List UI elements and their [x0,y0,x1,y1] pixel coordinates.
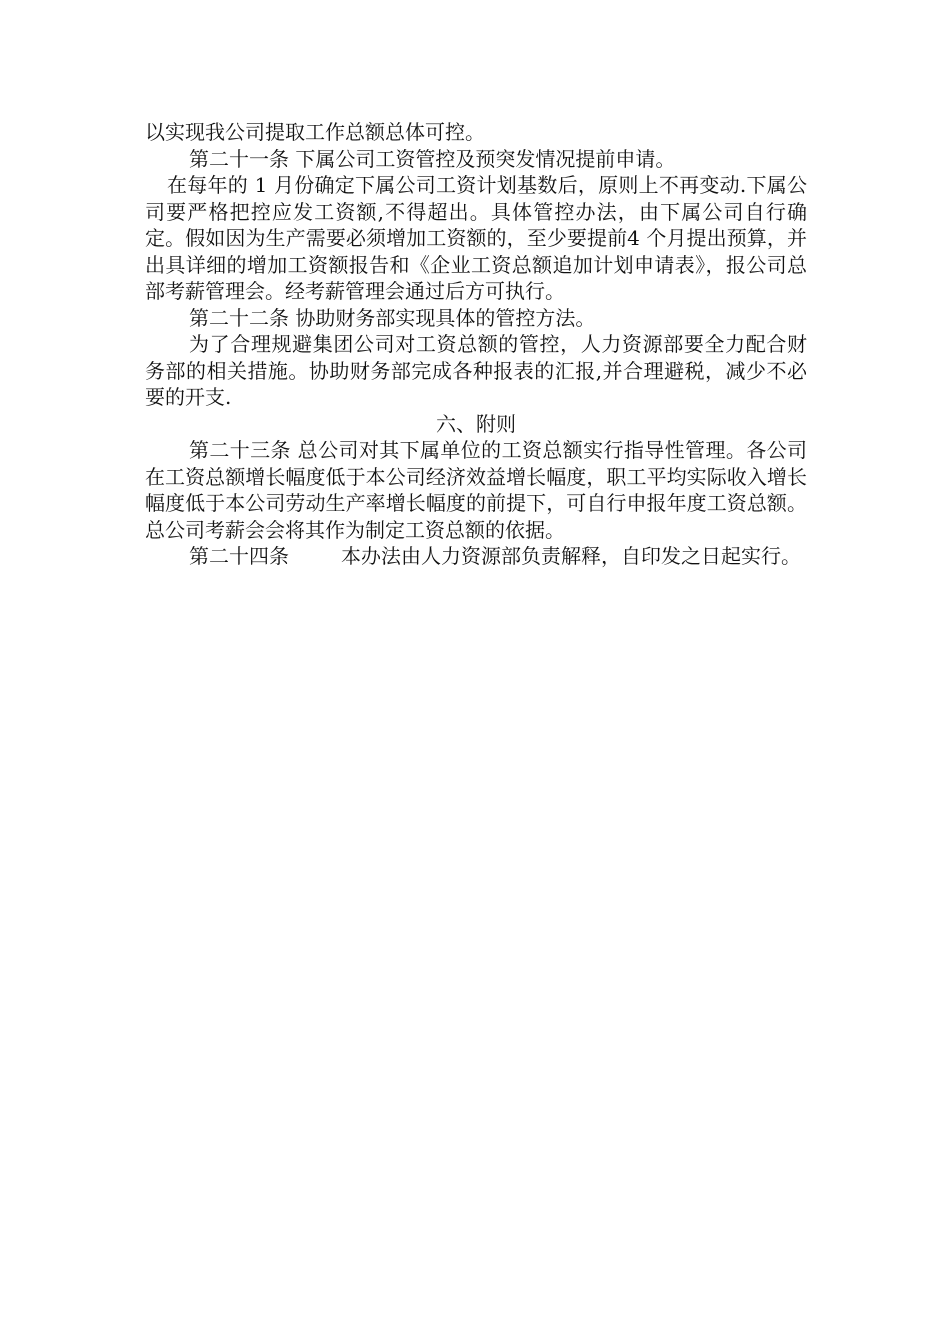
paragraph-intro: 以实现我公司提取工作总额总体可控。 [145,120,485,144]
article-24-text: 本办法由人力资源部负责解释，自印发之日起实行。 [341,544,801,568]
article-24-label: 第二十四条 [189,544,289,568]
document-body [145,119,807,570]
article-22-body: 为了合理规避集团公司对工资总额的管控，人力资源部要全力配合财务部的相关措施。协助财务部完成各种报表的汇报,并合理避税，减少不必要的开支. [145,332,807,409]
article-23: 第二十三条 总公司对其下属单位的工资总额实行指导性管理。各公司在工资总额增长幅度低于本公司经济效益增长幅度，职工平均实际收入增长幅度低于本公司劳动生产率增长幅度的前提下，可自行申报年度工资总额。总公司考薪会会将其作为制定工资总额的依据。 [145,438,807,542]
article-21-heading: 第二十一条 下属公司工资管控及预突发情况提前申请。 [189,146,676,171]
section-6-title: 六、附则 [436,411,516,436]
article-22-heading: 第二十二条 协助财务部实现具体的管控方法。 [189,305,596,330]
article-24 [145,543,807,570]
article-21-body: 在每年的 1 月份确定下属公司工资计划基数后，原则上不再变动.下属公司要严格把控应发工资额,不得超出。具体管控办法，由下属公司自行确定。假如因为生产需要必须增加工资额的，至少要提前4 个月提出预算，并出具详细的增加工资额报告和《企业工资总额追加计划申请表》，报公司总部考薪管理会。经考薪管理会通过后方可执行。 [145,173,807,303]
